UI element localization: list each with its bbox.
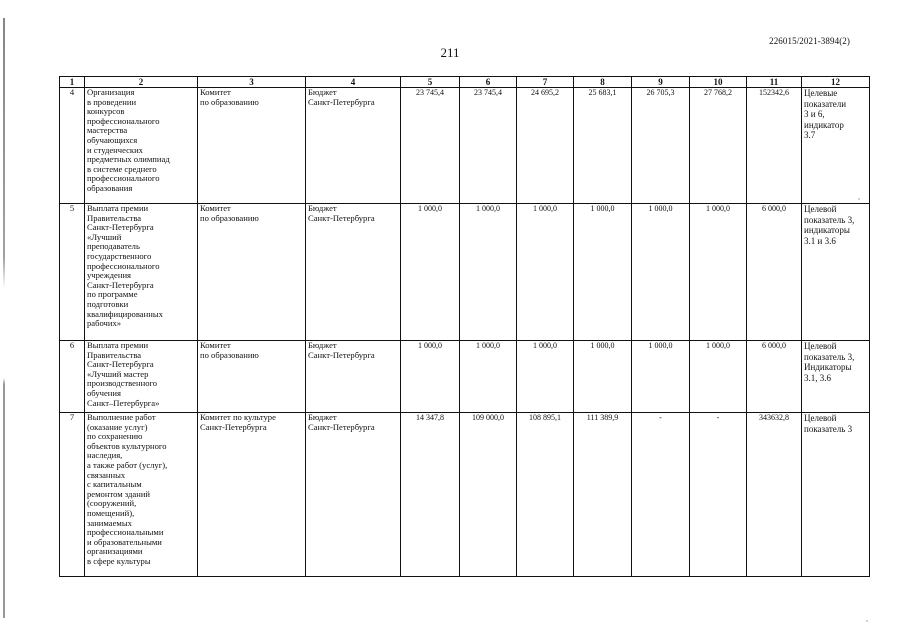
column-header: 2 [85,77,198,88]
activity-name: Выплата премии Правительства Санкт-Петербурга «Лучший преподаватель государственного профессионального учреждения Санкт-Петербурга по программе подготовки квалифицированных рабочих» [85,204,198,341]
row-number: 5 [60,204,85,341]
amount-col-10: 27 768,2 [690,88,747,204]
indicator: Целевые показатели 3 и 6, индикатор 3.7 [802,88,870,204]
amount-total: 6 000,0 [747,204,802,341]
scan-edge-mark [3,18,5,618]
amount-col-5: 23 745,4 [401,88,460,204]
amount-col-7: 1 000,0 [517,341,574,413]
amount-col-10: 1 000,0 [690,341,747,413]
activity-name: Организация в проведении конкурсов профессионального мастерства обучающихся и студенческих предметных олимпиад в системе среднего профессионального образования [85,88,198,204]
indicator: Целевой показатель 3, индикаторы 3.1 и 3.6 [802,204,870,341]
executor: Комитет по образованию [198,204,306,341]
funding-source: Бюджет Санкт-Петербурга [306,341,401,413]
amount-total: 152342,6 [747,88,802,204]
funding-source: Бюджет Санкт-Петербурга [306,204,401,341]
column-header: 1 [60,77,85,88]
document-code: 226015/2021-3894(2) [769,36,850,46]
activity-name: Выполнение работ (оказание услуг) по сохранению объектов культурного наследия, а также работ (услуг), связанных с капитальным ремонтом зданий (сооружений, помещений), занимаемых профессиональными и образовательными организациями в сфере культуры [85,413,198,577]
amount-col-6: 1 000,0 [460,204,517,341]
amount-col-6: 1 000,0 [460,341,517,413]
program-activities-table [59,76,870,577]
amount-col-5: 1 000,0 [401,341,460,413]
row-number: 7 [60,413,85,577]
amount-col-9: 1 000,0 [632,341,690,413]
executor: Комитет по культуре Санкт-Петербурга [198,413,306,577]
amount-total: 6 000,0 [747,341,802,413]
amount-col-8: 1 000,0 [574,341,632,413]
executor: Комитет по образованию [198,88,306,204]
page-number: 211 [440,45,460,60]
amount-col-8: 1 000,0 [574,204,632,341]
indicator: Целевой показатель 3 [802,413,870,577]
activity-name: Выплата премии Правительства Санкт-Петербурга «Лучший мастер производственного обучения Санкт–Петербурга» [85,341,198,413]
column-header: 8 [574,77,632,88]
column-number-row [60,77,870,88]
amount-col-9: 26 705,3 [632,88,690,204]
row-number: 4 [60,88,85,204]
column-header: 12 [802,77,870,88]
funding-source: Бюджет Санкт-Петербурга [306,413,401,577]
amount-col-7: 1 000,0 [517,204,574,341]
amount-col-7: 108 895,1 [517,413,574,577]
amount-col-7: 24 695,2 [517,88,574,204]
executor: Комитет по образованию [198,341,306,413]
column-header: 11 [747,77,802,88]
amount-col-8: 25 683,1 [574,88,632,204]
column-header: 3 [198,77,306,88]
amount-col-6: 109 000,0 [460,413,517,577]
column-header: 10 [690,77,747,88]
column-header: 9 [632,77,690,88]
table-row [60,88,870,204]
amount-total: 343632,8 [747,413,802,577]
amount-col-5: 14 347,8 [401,413,460,577]
amount-col-9: 1 000,0 [632,204,690,341]
column-header: 5 [401,77,460,88]
amount-col-6: 23 745,4 [460,88,517,204]
amount-col-9: - [632,413,690,577]
table-row [60,413,870,577]
amount-col-5: 1 000,0 [401,204,460,341]
table-row [60,341,870,413]
amount-col-10: 1 000,0 [690,204,747,341]
amount-col-10: - [690,413,747,577]
column-header: 4 [306,77,401,88]
scan-speck [866,620,868,622]
column-header: 7 [517,77,574,88]
table-row [60,204,870,341]
indicator: Целевой показатель 3, Индикаторы 3.1, 3.6 [802,341,870,413]
row-number: 6 [60,341,85,413]
amount-col-8: 111 389,9 [574,413,632,577]
funding-source: Бюджет Санкт-Петербурга [306,88,401,204]
column-header: 6 [460,77,517,88]
scan-speck [858,198,860,200]
